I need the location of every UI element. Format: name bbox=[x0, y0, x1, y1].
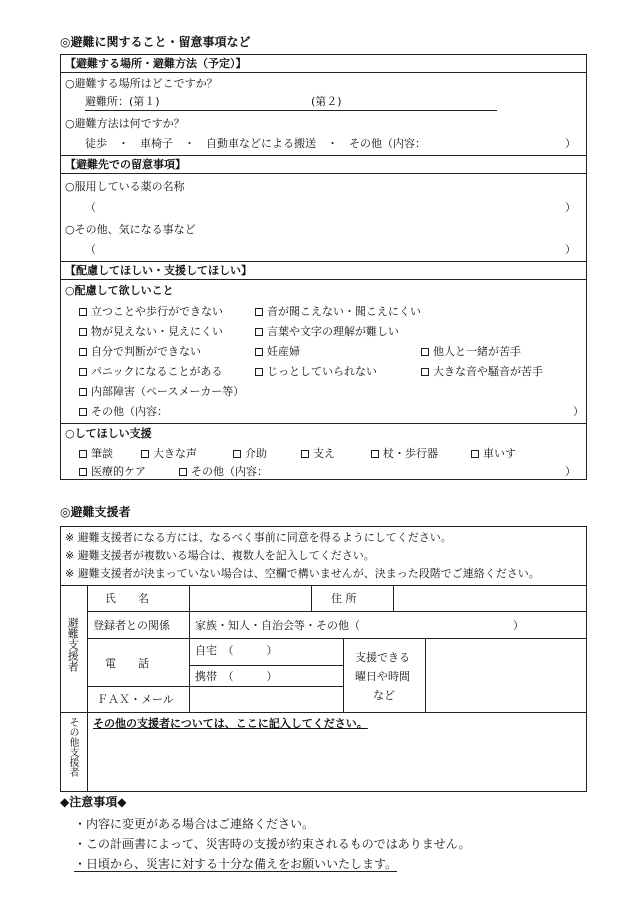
checkbox[interactable] bbox=[79, 308, 87, 316]
methods-close-paren: ） bbox=[565, 137, 576, 150]
availability-label-1: 支援できる bbox=[355, 651, 410, 664]
question-other-concerns: ○その他、気になる事など bbox=[65, 223, 196, 236]
other-supporters-note: その他の支援者については、ここに記入してください。 bbox=[93, 717, 368, 730]
checkbox[interactable] bbox=[79, 468, 87, 476]
caution-item-3: ・日頃から、災害に対する十分な備えをお願いいたします。 bbox=[74, 857, 398, 871]
support-request-header: 【配慮してほしい・支援してほしい】 bbox=[61, 262, 586, 280]
support-item-loud-voice[interactable]: 大きな声 bbox=[141, 447, 197, 460]
cautions-title: ◆注意事項◆ bbox=[60, 795, 127, 809]
checkbox[interactable] bbox=[421, 348, 429, 356]
consider-item-language[interactable]: 言葉や文字の理解が難しい bbox=[255, 325, 399, 338]
support-item-writing[interactable]: 筆談 bbox=[79, 447, 113, 460]
supporters-section-box bbox=[60, 526, 587, 792]
consider-item-internal[interactable]: 内部障害（ペースメーカー等） bbox=[79, 385, 244, 398]
care-notes-header: 【避難先での留意事項】 bbox=[61, 156, 586, 174]
checkbox[interactable] bbox=[255, 328, 263, 336]
relation-label: 登録者との関係 bbox=[93, 619, 170, 632]
consider-item-vision[interactable]: 物が見えない・見えにくい bbox=[79, 325, 223, 338]
support-other-close-paren: ） bbox=[565, 465, 576, 478]
checkbox[interactable] bbox=[79, 328, 87, 336]
other-close-paren: ） bbox=[565, 243, 576, 256]
checkbox[interactable] bbox=[233, 450, 241, 458]
question-consideration: ○配慮して欲しいこと bbox=[65, 284, 174, 297]
supporter-note-3: ※ 避難支援者が決まっていない場合は、空欄で構いませんが、決まった段階でご連絡ください。 bbox=[65, 567, 540, 580]
checkbox[interactable] bbox=[79, 388, 87, 396]
checkbox[interactable] bbox=[79, 368, 87, 376]
support-item-medical[interactable]: 医療的ケア bbox=[79, 465, 146, 478]
checkbox[interactable] bbox=[255, 348, 263, 356]
checkbox[interactable] bbox=[79, 408, 87, 416]
address-label: 住 所 bbox=[331, 592, 357, 605]
checkbox[interactable] bbox=[301, 450, 309, 458]
consider-item-other[interactable]: その他（内容： bbox=[79, 405, 168, 418]
name-label: 氏 名 bbox=[105, 592, 149, 605]
phone-label: 電 話 bbox=[105, 657, 149, 670]
support-item-wheelchair[interactable]: 車いす bbox=[471, 447, 516, 460]
checkbox[interactable] bbox=[79, 348, 87, 356]
consider-item-hearing[interactable]: 音が聞こえない・聞こえにくい bbox=[255, 305, 421, 318]
consider-item-walk[interactable]: 立つことや歩行ができない bbox=[79, 305, 223, 318]
evac-methods-line: 徒歩 ・ 車椅子 ・ 自動車などによる搬送 ・ その他（内容： bbox=[85, 137, 426, 150]
caution-item-1: ・内容に変更がある場合はご連絡ください。 bbox=[74, 817, 315, 831]
relation-value: 家族・知人・自治会等・その他（ bbox=[195, 619, 360, 632]
checkbox[interactable] bbox=[79, 450, 87, 458]
evacuation-section-box bbox=[60, 54, 587, 480]
medicine-close-paren: ） bbox=[565, 201, 576, 214]
relation-close-paren: ） bbox=[513, 619, 524, 632]
availability-label-2: 曜日や時間 bbox=[355, 670, 410, 683]
other-supporters-field[interactable] bbox=[91, 733, 581, 789]
evac-place-method-header: 【避難する場所・避難方法（予定）】 bbox=[61, 55, 586, 73]
question-support: ○してほしい支援 bbox=[65, 427, 152, 440]
question-evac-method: ○避難方法は何ですか？ bbox=[65, 117, 185, 130]
name-field[interactable] bbox=[193, 589, 309, 609]
mobile-phone-field[interactable]: 携帯 （ ） bbox=[195, 670, 278, 683]
support-item-support[interactable]: 支え bbox=[301, 447, 335, 460]
checkbox[interactable] bbox=[255, 308, 263, 316]
fax-email-label: ＦＡＸ・メール bbox=[97, 693, 174, 706]
checkbox[interactable] bbox=[371, 450, 379, 458]
consider-item-panic[interactable]: パニックになることがある bbox=[79, 365, 223, 378]
checkbox[interactable] bbox=[179, 468, 187, 476]
evac-place-label: 避難所：(第１) bbox=[85, 95, 160, 108]
other-open-paren: （ bbox=[85, 243, 96, 256]
checkbox[interactable] bbox=[471, 450, 479, 458]
other-supporters-side-label: その他支援者 bbox=[67, 717, 78, 777]
checkbox[interactable] bbox=[421, 368, 429, 376]
consider-item-pregnant[interactable]: 妊産婦 bbox=[255, 345, 300, 358]
checkbox[interactable] bbox=[141, 450, 149, 458]
consider-item-noise[interactable]: 大きな音や騒音が苦手 bbox=[421, 365, 543, 378]
support-item-assist[interactable]: 介助 bbox=[233, 447, 267, 460]
question-medicine: ○服用している薬の名称 bbox=[65, 180, 185, 193]
support-item-walker[interactable]: 杖・歩行器 bbox=[371, 447, 438, 460]
consider-item-restless[interactable]: じっとしていられない bbox=[255, 365, 377, 378]
availability-field[interactable] bbox=[429, 641, 583, 709]
address-field[interactable] bbox=[397, 589, 583, 609]
question-evac-place: ○避難する場所はどこですか？ bbox=[65, 77, 218, 90]
consider-item-judgment[interactable]: 自分で判断ができない bbox=[79, 345, 201, 358]
evac-place-second-label: (第２) bbox=[311, 95, 342, 108]
caution-item-2: ・この計画書によって、災害時の支援が約束されるものではありません。 bbox=[74, 837, 471, 851]
section-title-evacuation: ◎避難に関すること・留意事項など bbox=[60, 35, 251, 49]
cautions-block bbox=[60, 795, 471, 871]
home-phone-field[interactable]: 自宅 （ ） bbox=[195, 644, 278, 657]
section-title-supporters: ◎避難支援者 bbox=[60, 505, 131, 519]
evac-place-underline[interactable] bbox=[85, 110, 497, 111]
support-item-other[interactable]: その他（内容： bbox=[179, 465, 268, 478]
supporter-note-2: ※ 避難支援者が複数いる場合は、複数人を記入してください。 bbox=[65, 549, 375, 562]
consider-item-others-difficult[interactable]: 他人と一緒が苦手 bbox=[421, 345, 521, 358]
supporter-note-1: ※ 避難支援者になる方には、なるべく事前に同意を得るようにしてください。 bbox=[65, 531, 452, 544]
availability-label-3: など bbox=[373, 689, 395, 702]
consider-other-close-paren: ） bbox=[573, 405, 584, 418]
supporters-side-label: 避難支援者 bbox=[66, 617, 80, 672]
checkbox[interactable] bbox=[255, 368, 263, 376]
medicine-open-paren: （ bbox=[85, 201, 96, 214]
